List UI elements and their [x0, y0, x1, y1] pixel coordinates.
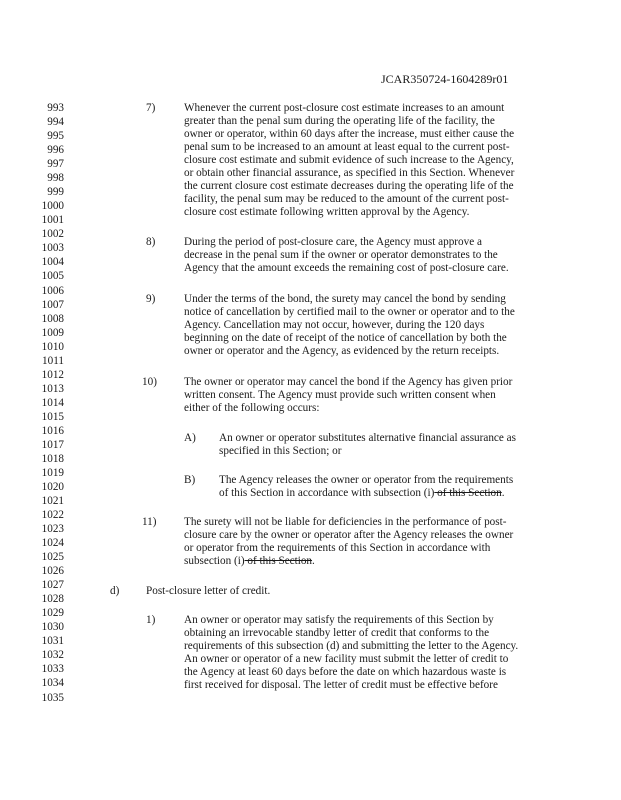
line-number: 1031 [41, 635, 64, 648]
line-number: 993 [47, 102, 64, 114]
paragraph-line: the current closure cost estimate decreases during the operating life of the [184, 180, 514, 192]
paragraph-line: An owner or operator of a new facility must submit the letter of credit to [184, 653, 509, 665]
line-number: 997 [47, 158, 64, 171]
line-number: 1010 [41, 340, 64, 353]
item-number-7: 7) [146, 102, 156, 114]
line-number: 1018 [41, 452, 64, 465]
paragraph-line: specified in this Section; or [219, 445, 342, 457]
item-number-10: 10) [142, 376, 157, 388]
deleted-text: of this Section [434, 487, 502, 499]
paragraph-line: An owner or operator substitutes alternative financial assurance as [219, 432, 516, 444]
paragraph-line: written consent. The Agency must provide such written consent when [184, 389, 496, 401]
paragraph-line: closure care by the owner or operator after the Agency releases the owner [184, 529, 514, 541]
paragraph-line [219, 487, 505, 500]
line-number: 999 [47, 186, 64, 199]
paragraph-line: the Agency at least 60 days before the date on which hazardous waste is [184, 666, 507, 678]
text-run: . [501, 487, 505, 499]
line-number: 1025 [41, 551, 64, 564]
paragraph-line: The Agency releases the owner or operator from the requirements [219, 474, 514, 486]
line-number: 1012 [41, 368, 64, 381]
line-number: 1000 [41, 200, 64, 213]
item-number-9: 9) [146, 293, 156, 305]
line-number: 1006 [41, 284, 64, 297]
line-number: 1019 [41, 466, 64, 479]
line-number: 1023 [41, 523, 64, 535]
line-number: 1024 [41, 537, 64, 550]
line-number: 1008 [41, 312, 64, 325]
item-letter-a: A) [184, 432, 196, 444]
line-number: 1034 [41, 677, 64, 690]
paragraph-line [184, 555, 315, 568]
paragraph-line: penal sum to be increased to an amount at least equal to the current post- [184, 141, 510, 153]
line-number: 1001 [41, 214, 64, 227]
line-number: 1033 [41, 663, 64, 676]
paragraph-line: closure cost estimate following written approval by the Agency. [184, 206, 470, 218]
subsection-letter-d: d) [110, 585, 120, 597]
paragraph-line: requirements of this subsection (d) and submitting the letter to the Agency. [184, 640, 519, 652]
deleted-text: of this Section [244, 555, 313, 567]
line-number: 1032 [41, 649, 64, 662]
line-number: 1020 [41, 480, 64, 493]
paragraph-line: either of the following occurs: [184, 402, 320, 414]
paragraph-line: facility, the penal sum may be reduced to the amount of the current post- [184, 193, 509, 205]
paragraph-line: notice of cancellation by certified mail to the owner or operator and to the [184, 306, 515, 318]
document-code: JCAR350724-1604289r01 [381, 72, 509, 86]
paragraph-line: An owner or operator may satisfy the requirements of this Section by [184, 614, 494, 626]
line-number: 996 [47, 144, 64, 157]
paragraph-line: first received for disposal. The letter of credit must be effective before [184, 679, 498, 691]
line-number: 1007 [41, 298, 64, 311]
line-number: 1011 [42, 354, 64, 367]
text-run: . [312, 555, 315, 567]
line-number: 1035 [41, 691, 64, 704]
text-run: of this Section in accordance with subsection (i) [219, 487, 435, 499]
paragraph-line: closure cost estimate and submit evidence of such increase to the Agency, [184, 154, 514, 166]
line-number: 1005 [41, 270, 64, 283]
line-number: 1026 [41, 565, 64, 578]
line-number: 1027 [41, 579, 64, 592]
paragraph-line: decrease in the penal sum if the owner or operator demonstrates to the [184, 249, 498, 261]
line-number: 1017 [41, 438, 64, 451]
line-number: 1015 [41, 410, 64, 423]
line-number: 1016 [41, 424, 64, 437]
paragraph-line: greater than the penal sum during the operating life of the facility, the [184, 115, 495, 127]
item-number-8: 8) [146, 236, 156, 248]
subsection-heading: Post-closure letter of credit. [146, 585, 271, 597]
paragraph-line: The owner or operator may cancel the bond if the Agency has given prior [184, 376, 513, 388]
line-number: 1022 [41, 509, 64, 521]
line-number: 1014 [41, 396, 64, 409]
line-number: 1021 [41, 495, 64, 507]
line-number: 1030 [41, 621, 64, 634]
line-number: 1004 [41, 256, 64, 269]
line-number: 1028 [41, 593, 64, 606]
item-number-11: 11) [142, 516, 157, 528]
paragraph-line: During the period of post-closure care, the Agency must approve a [184, 236, 482, 248]
paragraph-line: The surety will not be liable for deficiencies in the performance of post- [184, 516, 507, 528]
paragraph-line: Under the terms of the bond, the surety may cancel the bond by sending [184, 293, 506, 305]
paragraph-line: owner or operator, within 60 days after the increase, must either cause the [184, 128, 515, 140]
text-run: subsection (i) [184, 555, 245, 567]
line-number: 1009 [41, 326, 64, 339]
line-number: 1013 [41, 382, 64, 395]
line-number: 1003 [41, 242, 64, 255]
line-number: 998 [47, 172, 64, 185]
item-number-1: 1) [146, 614, 156, 626]
paragraph-line: or operator from the requirements of this Section in accordance with [184, 542, 491, 554]
item-letter-b: B) [184, 474, 196, 486]
line-number: 995 [47, 130, 64, 143]
line-number: 1002 [41, 228, 64, 241]
paragraph-line: obtaining an irrevocable standby letter of credit that conforms to the [184, 627, 490, 639]
paragraph-line: beginning on the date of receipt of the notice of cancellation by both the [184, 332, 507, 344]
paragraph-line: or obtain other financial assurance, as specified in this Section. Whenever [184, 167, 515, 179]
paragraph-line: Agency that the amount exceeds the remaining cost of post-closure care. [184, 262, 509, 274]
paragraph-line: Whenever the current post-closure cost estimate increases to an amount [184, 102, 505, 114]
paragraph-line: Agency. Cancellation may not occur, however, during the 120 days [184, 319, 485, 331]
line-number: 1029 [41, 607, 64, 620]
line-number: 994 [47, 116, 64, 128]
paragraph-line: owner or operator and the Agency, as evidenced by the return receipts. [184, 345, 500, 357]
